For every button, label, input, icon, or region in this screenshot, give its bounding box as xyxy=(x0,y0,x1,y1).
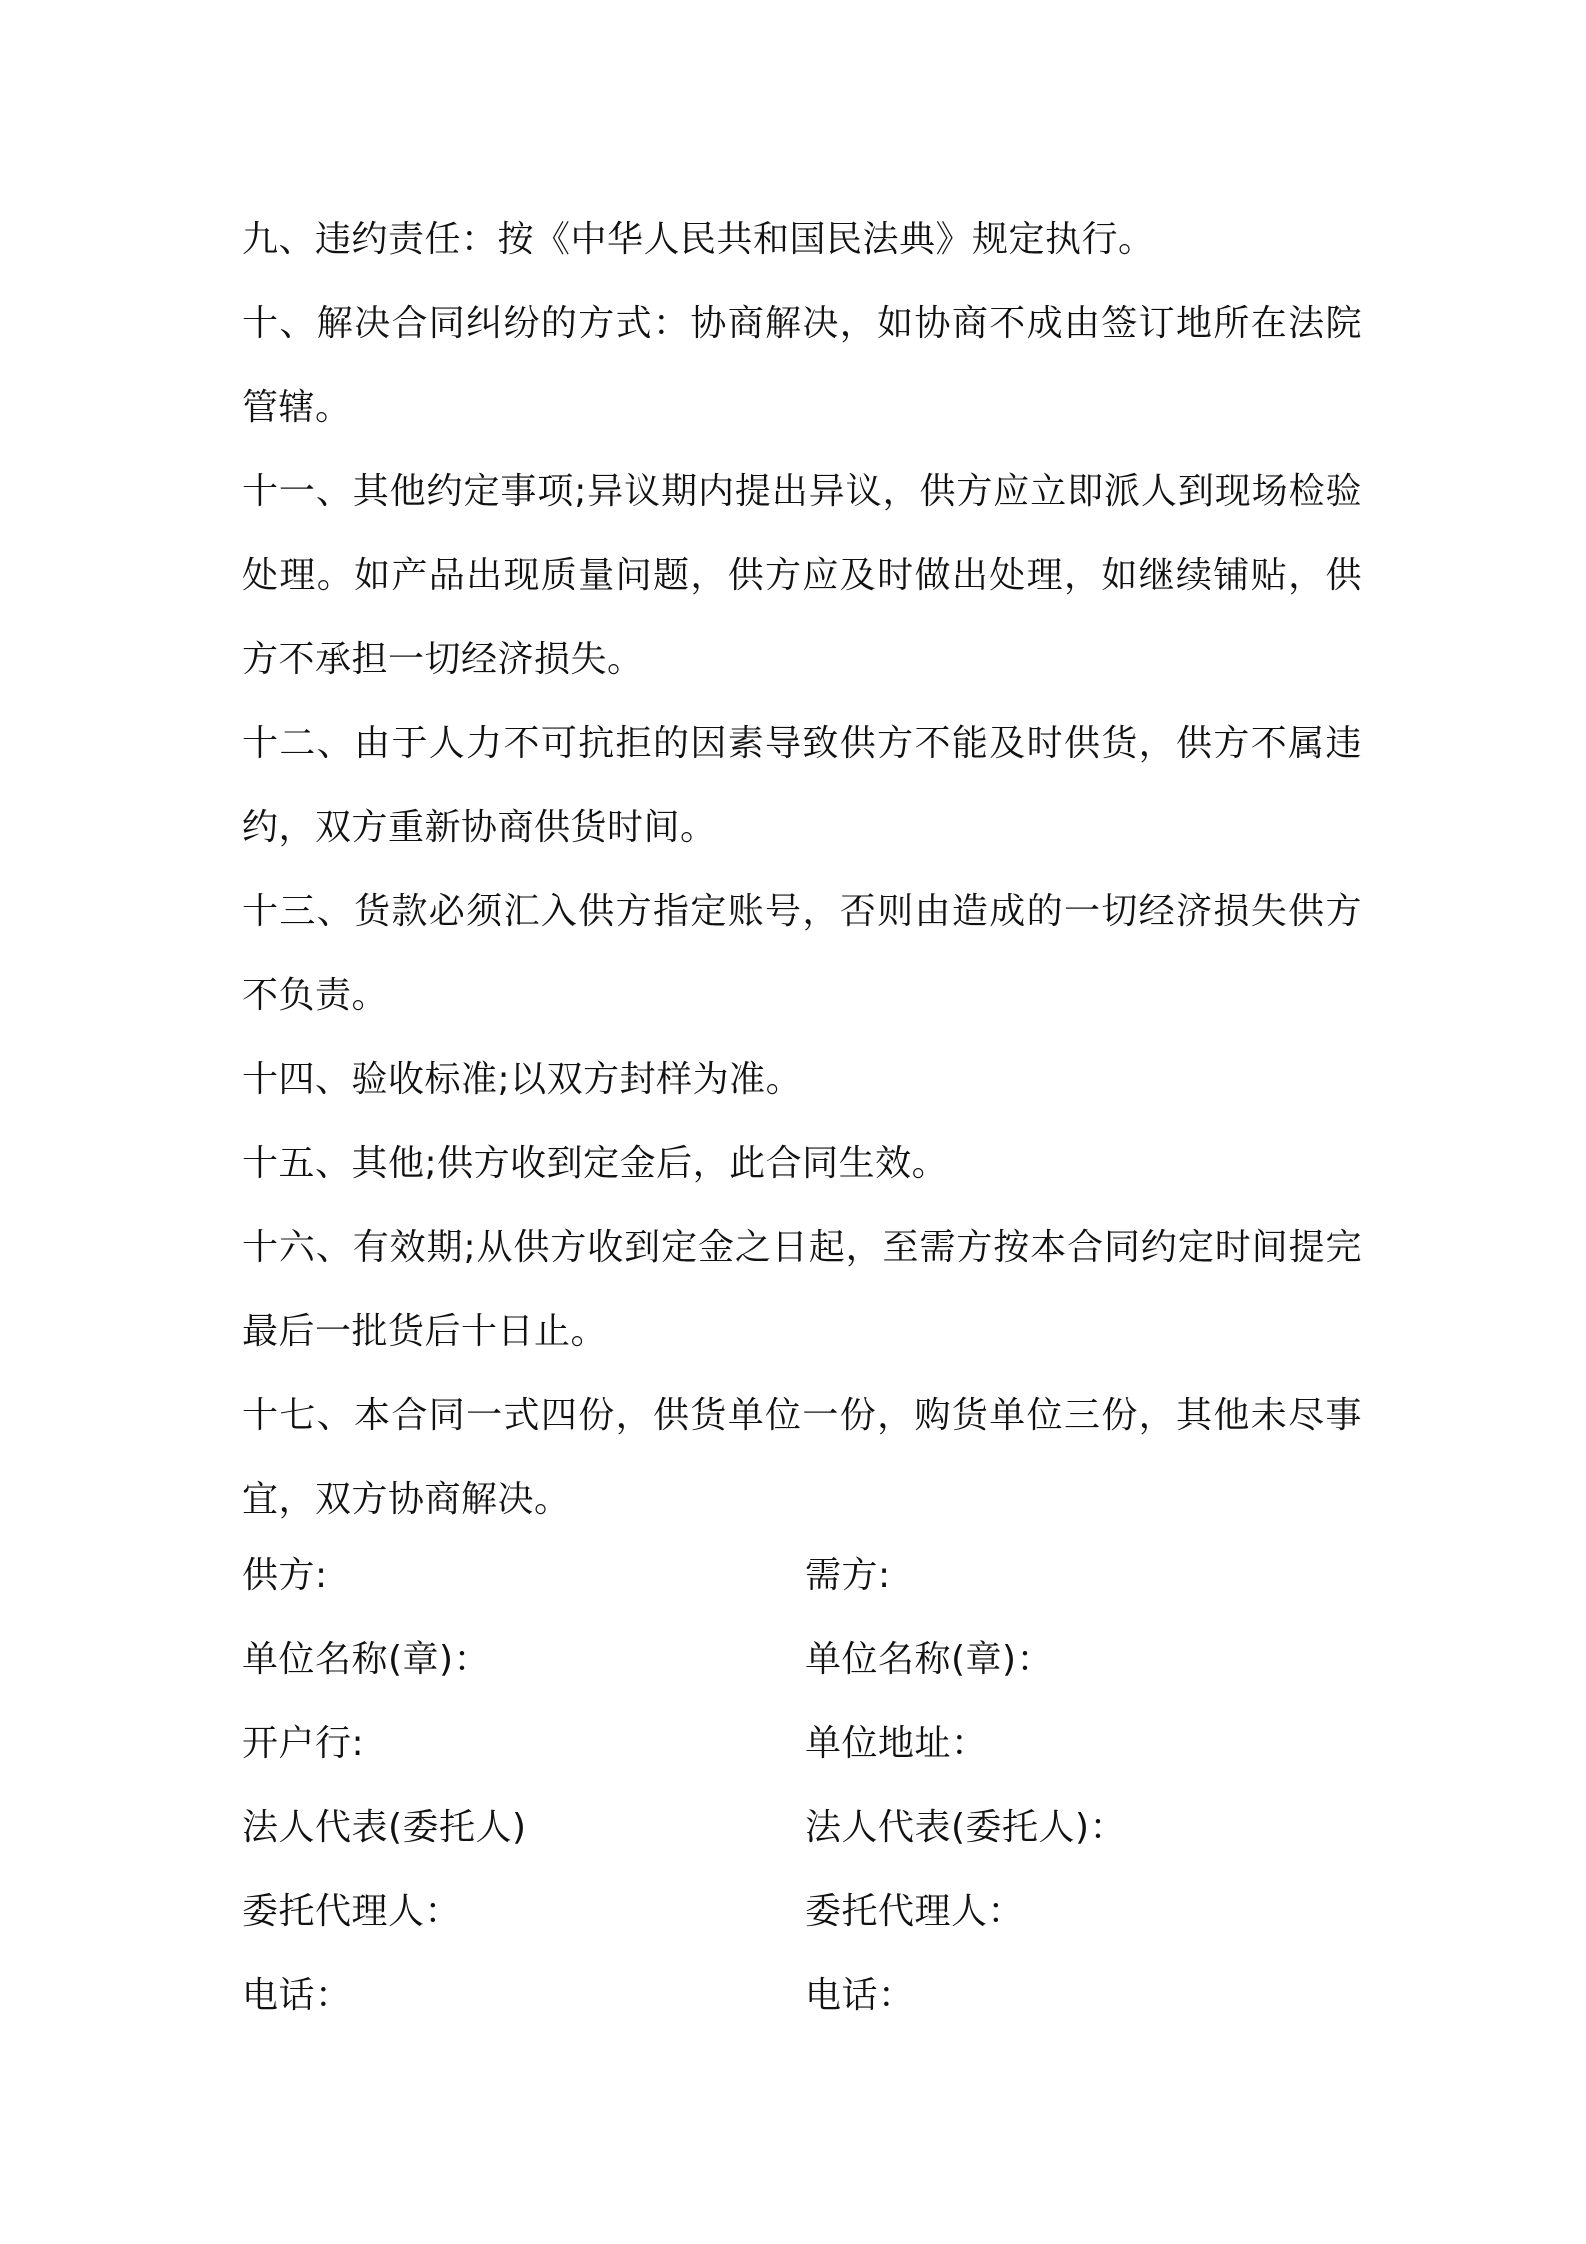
supplier-bank: 开户行: xyxy=(242,1722,365,1764)
clause-11: 十一、其他约定事项;异议期内提出异议，供方应立即派人到现场检验处理。如产品出现质量问题，供方应及时做出处理，如继续铺贴，供方不承担一切经济损失。 xyxy=(242,471,1362,680)
clause-9: 九、违约责任：按《中华人民共和国民法典》规定执行。 xyxy=(242,219,1155,260)
signature-row-bank-address xyxy=(242,1698,1362,1782)
buyer-company-name: 单位名称(章)： xyxy=(805,1638,1054,1680)
supplier-phone: 电话： xyxy=(242,1974,352,2016)
clause-12: 十二、由于人力不可抗拒的因素导致供方不能及时供货，供方不属违约，双方重新协商供货时间。 xyxy=(242,723,1362,848)
signature-row-agent xyxy=(242,1866,1362,1950)
signature-row-party xyxy=(242,1530,1362,1614)
clause-13: 十三、货款必须汇入供方指定账号，否则由造成的一切经济损失供方不负责。 xyxy=(242,891,1362,1016)
buyer-label: 需方: xyxy=(805,1554,891,1596)
signature-row-legal-rep xyxy=(242,1782,1362,1866)
signature-row-phone xyxy=(242,1950,1362,2034)
clause-14: 十四、验收标准;以双方封样为准。 xyxy=(242,1059,803,1100)
buyer-legal-rep: 法人代表(委托人)： xyxy=(805,1806,1127,1848)
clause-16: 十六、有效期;从供方收到定金之日起，至需方按本合同约定时间提完最后一批货后十日止。 xyxy=(242,1227,1362,1352)
clause-10: 十、解决合同纠纷的方式：协商解决，如协商不成由签订地所在法院管辖。 xyxy=(242,303,1362,428)
contract-clauses xyxy=(242,198,1362,1542)
clause-17: 十七、本合同一式四份，供货单位一份，购货单位三份，其他未尽事宜，双方协商解决。 xyxy=(242,1395,1362,1520)
buyer-phone: 电话： xyxy=(805,1974,915,2016)
signature-row-company xyxy=(242,1614,1362,1698)
supplier-label: 供方: xyxy=(242,1554,328,1596)
supplier-agent: 委托代理人： xyxy=(242,1890,462,1932)
clause-15: 十五、其他;供方收到定金后，此合同生效。 xyxy=(242,1143,949,1184)
supplier-legal-rep: 法人代表(委托人) xyxy=(242,1806,527,1848)
signature-block xyxy=(242,1530,1362,2034)
buyer-address: 单位地址： xyxy=(805,1722,988,1764)
buyer-agent: 委托代理人： xyxy=(805,1890,1025,1932)
supplier-company-name: 单位名称(章)： xyxy=(242,1638,491,1680)
